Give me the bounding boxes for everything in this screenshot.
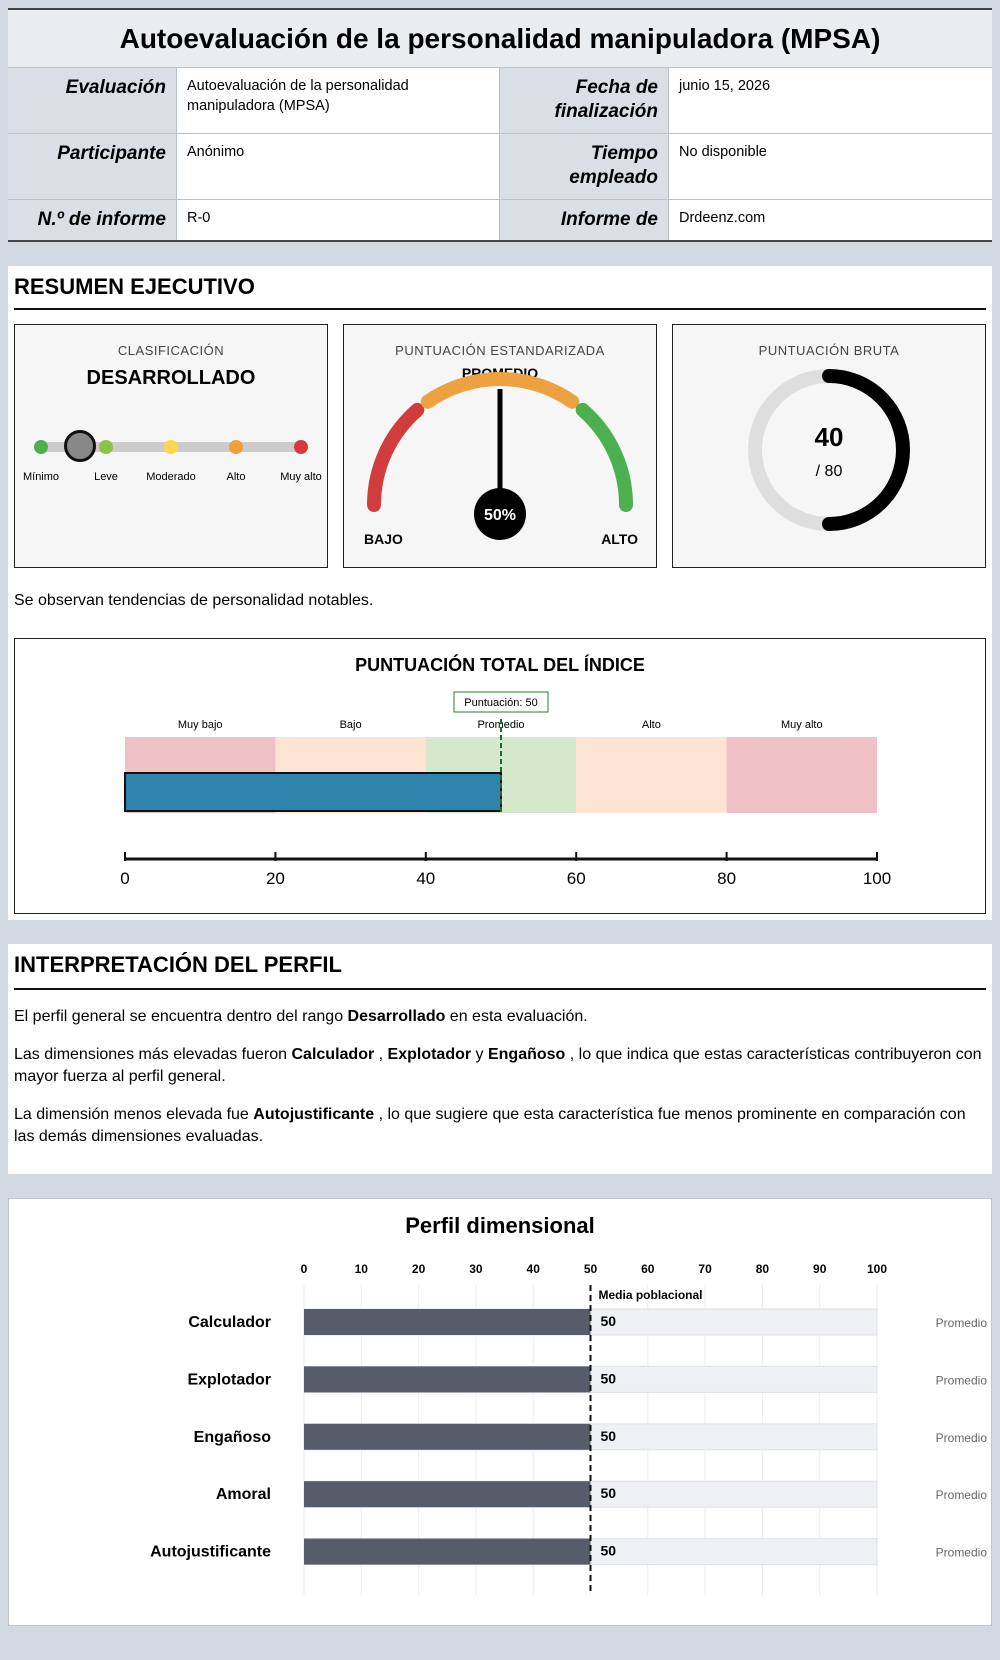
time-spent-value: No disponible — [669, 134, 992, 200]
index-axis-tick-label: 100 — [862, 869, 892, 888]
scale-dot — [294, 440, 308, 454]
time-spent-label: Tiempo empleado — [500, 134, 669, 200]
standardized-score-card — [343, 324, 657, 568]
profile-value-label: 50 — [600, 1542, 617, 1559]
gauge-band-label: PROMEDIO — [461, 365, 539, 381]
profile-axis-tick-label: 70 — [698, 1262, 712, 1276]
gauge-high-label: ALTO — [601, 531, 638, 547]
scale-dot — [99, 440, 113, 454]
raw-score-ring — [673, 325, 987, 569]
report-number-value: R-0 — [177, 200, 500, 240]
profile-axis-tick-label: 80 — [755, 1262, 770, 1276]
classification-card-title: CLASIFICACIÓN — [117, 343, 225, 358]
index-band-label: Muy alto — [781, 719, 823, 731]
scale-label: Moderado — [146, 471, 196, 483]
profile-bar — [304, 1481, 591, 1507]
interpretation-title: INTERPRETACIÓN DEL PERFIL — [14, 952, 342, 977]
scale-dot — [164, 440, 178, 454]
gauge-low-label: BAJO — [364, 531, 403, 547]
index-score-label: Puntuación: 50 — [464, 697, 538, 709]
interpretation-paragraph-3: La dimensión menos elevada fue Autojustificante , lo que sugiere que esta característica fue menos prominente en comparación con las demás dimensiones evaluadas. — [14, 1106, 966, 1145]
profile-value-label: 50 — [600, 1427, 617, 1444]
completion-date-label: Fecha de finalización — [500, 68, 669, 134]
interpretation-paragraph-1: El perfil general se encuentra dentro del rango Desarrollado en esta evaluación. — [14, 1008, 588, 1025]
report-by-value: Drdeenz.com — [669, 200, 992, 240]
gauge-arc-low — [374, 410, 417, 505]
gauge-chart — [344, 325, 658, 569]
profile-value-label: 50 — [600, 1370, 617, 1387]
profile-chart-title: Perfil dimensional — [405, 1213, 595, 1238]
scale-dot — [34, 440, 48, 454]
report-by-label: Informe de — [500, 200, 669, 240]
completion-date-value: junio 15, 2026 — [669, 68, 992, 134]
index-chart-title: PUNTUACIÓN TOTAL DEL ÍNDICE — [355, 655, 645, 675]
index-axis-tick-label: 20 — [265, 869, 285, 888]
scale-label: Leve — [94, 471, 118, 483]
profile-axis-tick-label: 90 — [813, 1262, 827, 1276]
index-score-chart — [14, 638, 986, 914]
profile-axis-tick-label: 0 — [300, 1262, 308, 1276]
index-axis-tick-label: 0 — [120, 869, 130, 888]
raw-score-value: 40 — [814, 422, 844, 452]
summary-text: Se observan tendencias de personalidad notables. — [14, 592, 374, 609]
profile-bar — [304, 1366, 591, 1392]
standardized-card-title: PUNTUACIÓN ESTANDARIZADA — [395, 343, 605, 358]
report-title: Autoevaluación de la personalidad manipuladora (MPSA) — [8, 10, 992, 68]
evaluation-label: Evaluación — [8, 68, 177, 134]
index-band — [576, 737, 726, 813]
scale-dot — [229, 440, 243, 454]
raw-score-card — [672, 324, 986, 568]
profile-axis-tick-label: 30 — [469, 1262, 483, 1276]
executive-summary-title: RESUMEN EJECUTIVO — [14, 274, 255, 299]
profile-axis-tick-label: 40 — [526, 1262, 540, 1276]
profile-bar — [304, 1424, 591, 1450]
interpretation-paragraph-2: Las dimensiones más elevadas fueron Calculador , Explotador y Engañoso , lo que indica que estas características contribuyeron con mayor fuerza al perfil general. — [14, 1046, 982, 1085]
profile-category-label: Calculador — [188, 1314, 271, 1331]
report-header — [8, 8, 992, 242]
gauge-arc-high — [583, 410, 626, 505]
dimensional-profile-chart — [8, 1198, 992, 1626]
classification-value: DESARROLLADO — [86, 367, 256, 389]
section-divider — [14, 308, 986, 310]
profile-category-label: Autojustificante — [150, 1543, 271, 1561]
profile-axis-tick-label: 60 — [641, 1262, 655, 1276]
index-band-label: Muy bajo — [177, 719, 223, 731]
profile-band-label: Promedio — [935, 1373, 987, 1388]
index-chart-plot — [15, 639, 985, 913]
profile-axis-tick-label: 20 — [411, 1262, 426, 1276]
scale-label: Mínimo — [22, 471, 60, 483]
profile-category-label: Engañoso — [193, 1428, 271, 1446]
profile-axis-tick-label: 50 — [583, 1262, 598, 1276]
profile-axis-tick-label: 10 — [354, 1262, 368, 1276]
profile-band-label: Promedio — [935, 1430, 987, 1445]
section-divider — [14, 988, 986, 990]
participant-value: Anónimo — [177, 134, 500, 200]
report-number-label: N.º de informe — [8, 200, 177, 240]
index-axis-tick-label: 80 — [717, 869, 737, 888]
profile-bar — [304, 1539, 591, 1565]
raw-score-max: / 80 — [815, 463, 843, 480]
profile-value-label: 50 — [600, 1313, 617, 1329]
profile-band-label: Promedio — [935, 1488, 987, 1503]
profile-bar — [304, 1309, 591, 1335]
profile-reference-label: Media poblacional — [598, 1288, 703, 1302]
index-axis-tick-label: 60 — [566, 869, 586, 888]
profile-chart-plot — [9, 1199, 991, 1625]
raw-score-card-title: PUNTUACIÓN BRUTA — [758, 343, 900, 358]
index-band-label: Promedio — [477, 719, 525, 731]
index-score-bar — [125, 773, 501, 811]
index-axis-tick-label: 40 — [416, 869, 436, 888]
index-band-label: Alto — [641, 719, 661, 731]
profile-band-label: Promedio — [935, 1545, 987, 1560]
info-table — [8, 68, 992, 240]
scale-label: Muy alto — [280, 471, 322, 483]
index-band — [727, 737, 877, 813]
classification-marker — [64, 430, 96, 462]
interpretation-section — [8, 944, 992, 1174]
gauge-value: 50% — [483, 507, 517, 524]
participant-label: Participante — [8, 134, 177, 200]
profile-category-label: Amoral — [215, 1486, 271, 1504]
profile-axis-tick-label: 100 — [866, 1262, 888, 1276]
scale-label: Alto — [226, 471, 246, 483]
evaluation-value: Autoevaluación de la personalidad manipuladora (MPSA) — [177, 68, 500, 134]
executive-summary-section — [8, 266, 992, 920]
profile-value-label: 50 — [600, 1485, 617, 1502]
classification-card — [14, 324, 328, 568]
profile-band-label: Promedio — [935, 1316, 987, 1330]
profile-category-label: Explotador — [187, 1371, 271, 1389]
index-band-label: Bajo — [339, 719, 362, 731]
